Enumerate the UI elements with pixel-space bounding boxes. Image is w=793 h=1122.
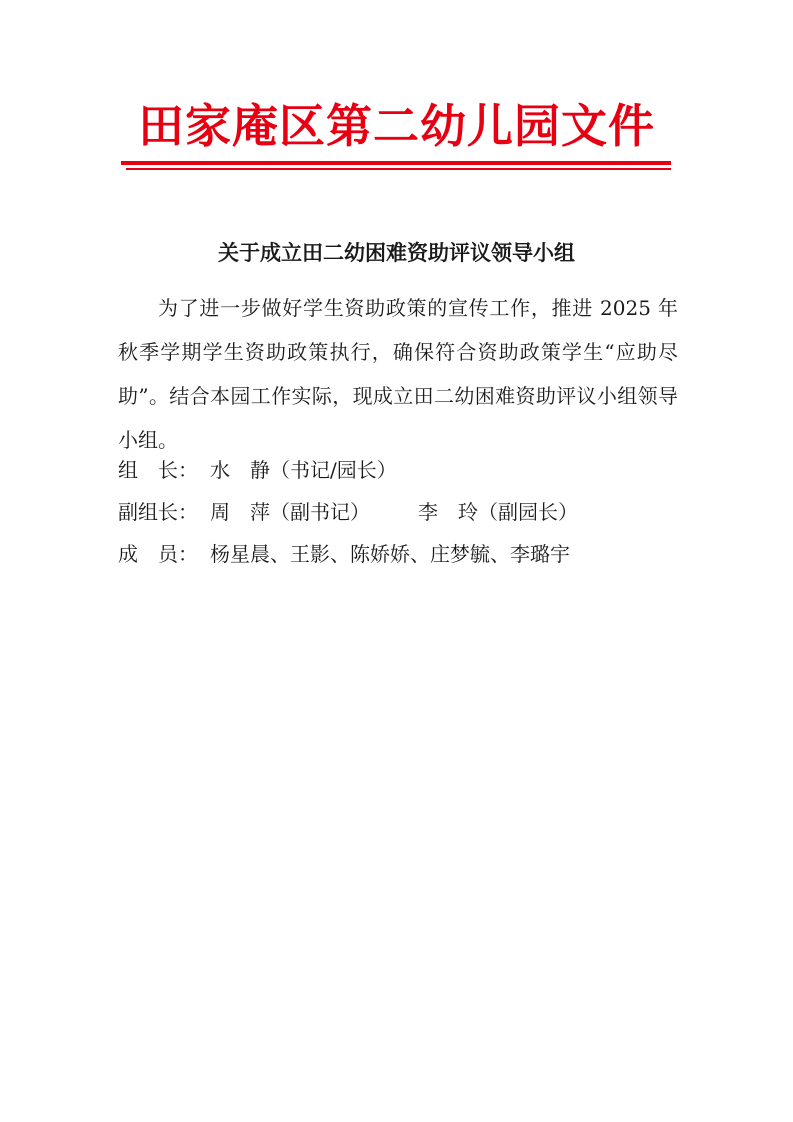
members-label: 成 员： (118, 542, 198, 566)
red-header-rule-thick (121, 161, 671, 165)
deputy-label: 副组长： (118, 500, 198, 524)
members-row (118, 539, 570, 569)
deputy-row (118, 497, 578, 527)
body-paragraph: 为了进一步做好学生资助政策的宣传工作，推进 2025 年秋季学期学生资助政策执行，确保符合资助政策学生“应助尽助”。结合本园工作实际，现成立田二幼困难资助评议小组领导小组。 (118, 296, 678, 452)
leader-row (118, 455, 397, 485)
document-title: 关于成立田二幼困难资助评议领导小组 (218, 241, 575, 265)
red-header-title: 田家庵区第二幼儿园文件 (138, 99, 655, 153)
red-header-rule-thin (126, 168, 671, 170)
leader-value: 水 静（书记/园长） (210, 458, 397, 482)
members-value: 杨星晨、王影、陈娇娇、庄梦毓、李璐宇 (210, 542, 570, 566)
leader-label: 组 长： (118, 458, 198, 482)
deputy-value-1: 周 萍（副书记） (210, 500, 370, 524)
deputy-value-2: 李 玲（副园长） (418, 500, 578, 524)
